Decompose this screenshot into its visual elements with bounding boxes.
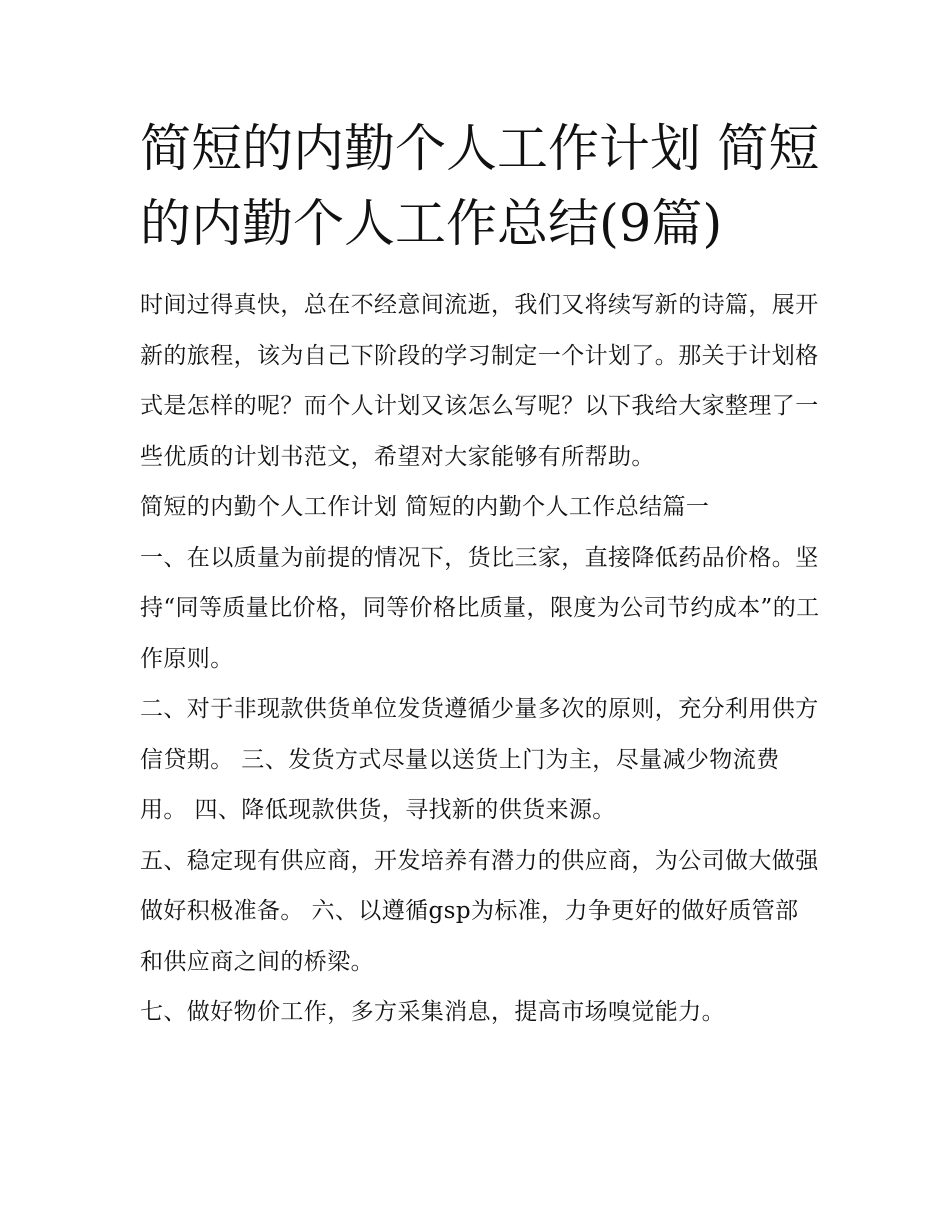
item-paragraph-4: 七、做好物价工作，多方采集消息，提高市场嗅觉能力。 [140,999,725,1025]
section-heading: 简短的内勤个人工作计划 简短的内勤个人工作总结篇一 [140,494,710,520]
item-paragraph-2: 二、对于非现款供货单位发货遵循少量多次的原则，充分利用供方信贷期。 三、发货方式尽量以送货上门为主，尽量减少物流费用。 四、降低现款供货，寻找新的供货来源。 [140,696,819,823]
document-page [140,112,820,1038]
document-title: 简短的内勤个人工作计划 简短的内勤个人工作总结(9篇) [140,120,820,254]
intro-paragraph: 时间过得真快，总在不经意间流逝，我们又将续写新的诗篇，展开新的旅程，该为自己下阶段的学习制定一个计划了。那关于计划格式是怎样的呢？而个人计划又该怎么写呢？以下我给大家整理了一些优质的计划书范文，希望对大家能够有所帮助。 [140,292,819,470]
item-paragraph-1: 一、在以质量为前提的情况下，货比三家，直接降低药品价格。坚持“同等质量比价格，同等价格比质量，限度为公司节约成本”的工作原则。 [140,544,820,672]
item-paragraph-3: 五、稳定现有供应商，开发培养有潜力的供应商，为公司做大做强做好积极准备。 六、以遵循gsp为标准，力争更好的做好质管部和供应商之间的桥梁。 [140,847,819,975]
